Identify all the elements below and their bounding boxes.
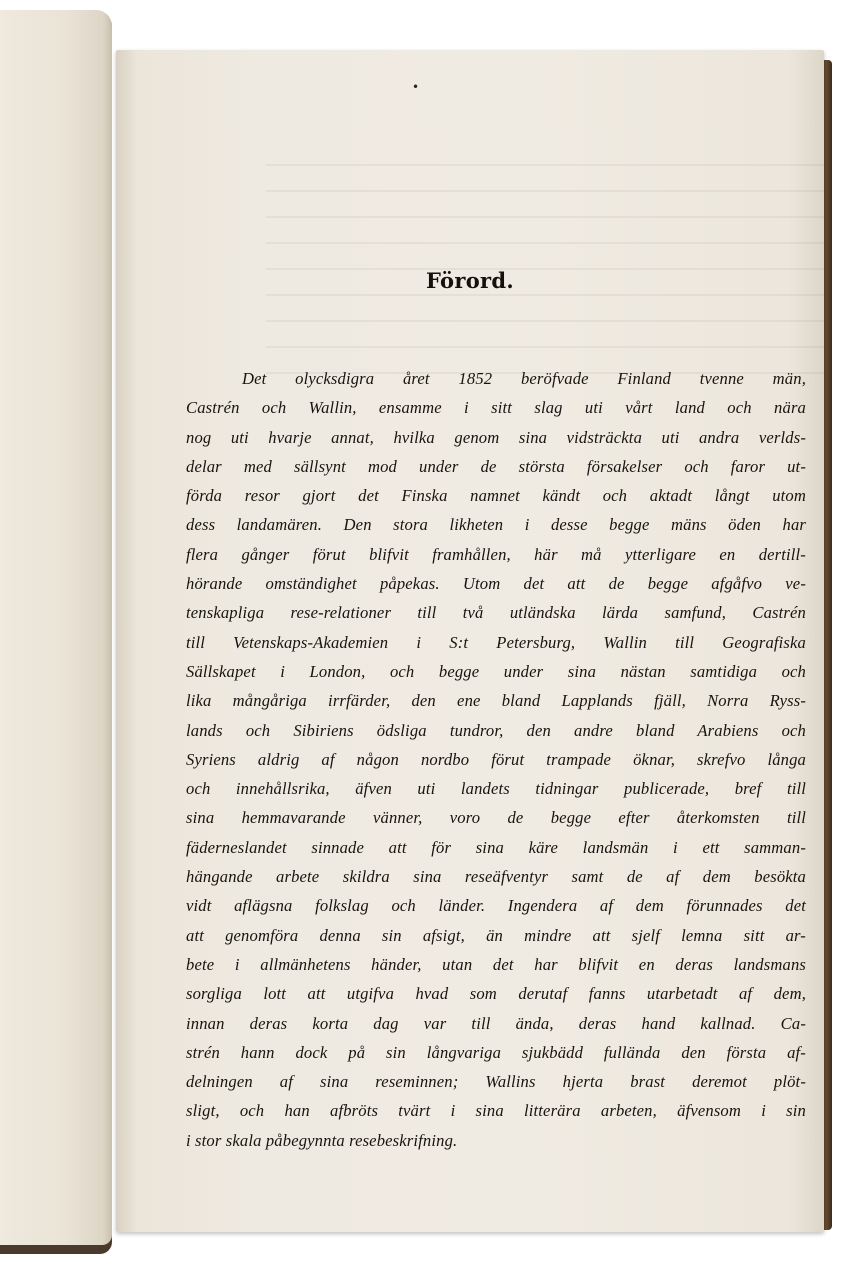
text-line: flera gånger förut blifvit framhållen, här må ytterligare en dertill- (186, 544, 806, 564)
text-line: lika mångåriga irrfärder, den ene bland Lapplands fjäll, Norra Ryss- (186, 691, 806, 711)
text-line: förda resor gjort det Finska namnet kändt och aktadt långt utom (186, 486, 806, 506)
text-line: till Vetenskaps-Akademien i S:t Petersburg, Wallin till Geografiska (186, 632, 806, 652)
text-line: att genomföra denna sin afsigt, än mindre att sjelf lemna sitt ar- (186, 925, 806, 945)
left-page (0, 10, 112, 1245)
text-line: bete i allmänhetens händer, utan det har blifvit en deras landsmans (186, 954, 806, 974)
text-line: Sällskapet i London, och begge under sina nästan samtidiga och (186, 661, 806, 681)
text-line: sina hemmavarande vänner, voro de begge efter återkomsten till (186, 808, 806, 828)
text-line: och innehållsrika, äfven uti landets tidningar publicerade, bref till (186, 779, 806, 799)
page-title: Förord. (426, 268, 514, 293)
text-line: tenskapliga rese-relationer till två utländska lärda samfund, Castrén (186, 603, 806, 623)
text-line: lands och Sibiriens ödsliga tundror, den andre bland Arabiens och (186, 720, 806, 740)
page-mark: • (412, 80, 420, 94)
text-line: dess landamären. Den stora likheten i desse begge mäns öden har (186, 515, 806, 535)
book-page (116, 50, 824, 1232)
text-line: vidt aflägsna folkslag och länder. Ingendera af dem förunnades det (186, 896, 806, 916)
text-line: delningen af sina reseminnen; Wallins hjerta brast deremot plöt- (186, 1072, 806, 1092)
text-line: hängande arbete skildra sina reseäfventyr samt de af dem besökta (186, 867, 806, 887)
text-line: i stor skala påbegynnta resebeskrifning. (186, 1130, 458, 1150)
text-line: strén hann dock på sin långvariga sjukbädd fullända den första af- (186, 1042, 806, 1062)
text-line: sligt, och han afbröts tvärt i sina litterära arbeten, äfvensom i sin (186, 1101, 806, 1121)
text-line: innan deras korta dag var till ända, deras hand kallnad. Ca- (186, 1013, 806, 1033)
preface-text (186, 364, 806, 1155)
text-line: Syriens aldrig af någon nordbo förut trampade öknar, skrefvo långa (186, 749, 806, 769)
text-line: Det olycksdigra året 1852 beröfvade Finland tvenne män, (242, 369, 806, 388)
text-line: sorgliga lott att utgifva hvad som derutaf fanns utarbetadt af dem, (186, 984, 806, 1004)
text-line: Castrén och Wallin, ensamme i sitt slag uti vårt land och nära (186, 398, 806, 418)
text-line: nog uti hvarje annat, hvilka genom sina vidsträckta uti andra verlds- (186, 427, 806, 447)
text-line: delar med sällsynt mod under de största försakelser och faror ut- (186, 456, 806, 476)
text-line: hörande omständighet påpekas. Utom det att de begge afgåfvo ve- (186, 574, 806, 594)
text-line: fäderneslandet sinnade att för sina käre landsmän i ett samman- (186, 837, 806, 857)
